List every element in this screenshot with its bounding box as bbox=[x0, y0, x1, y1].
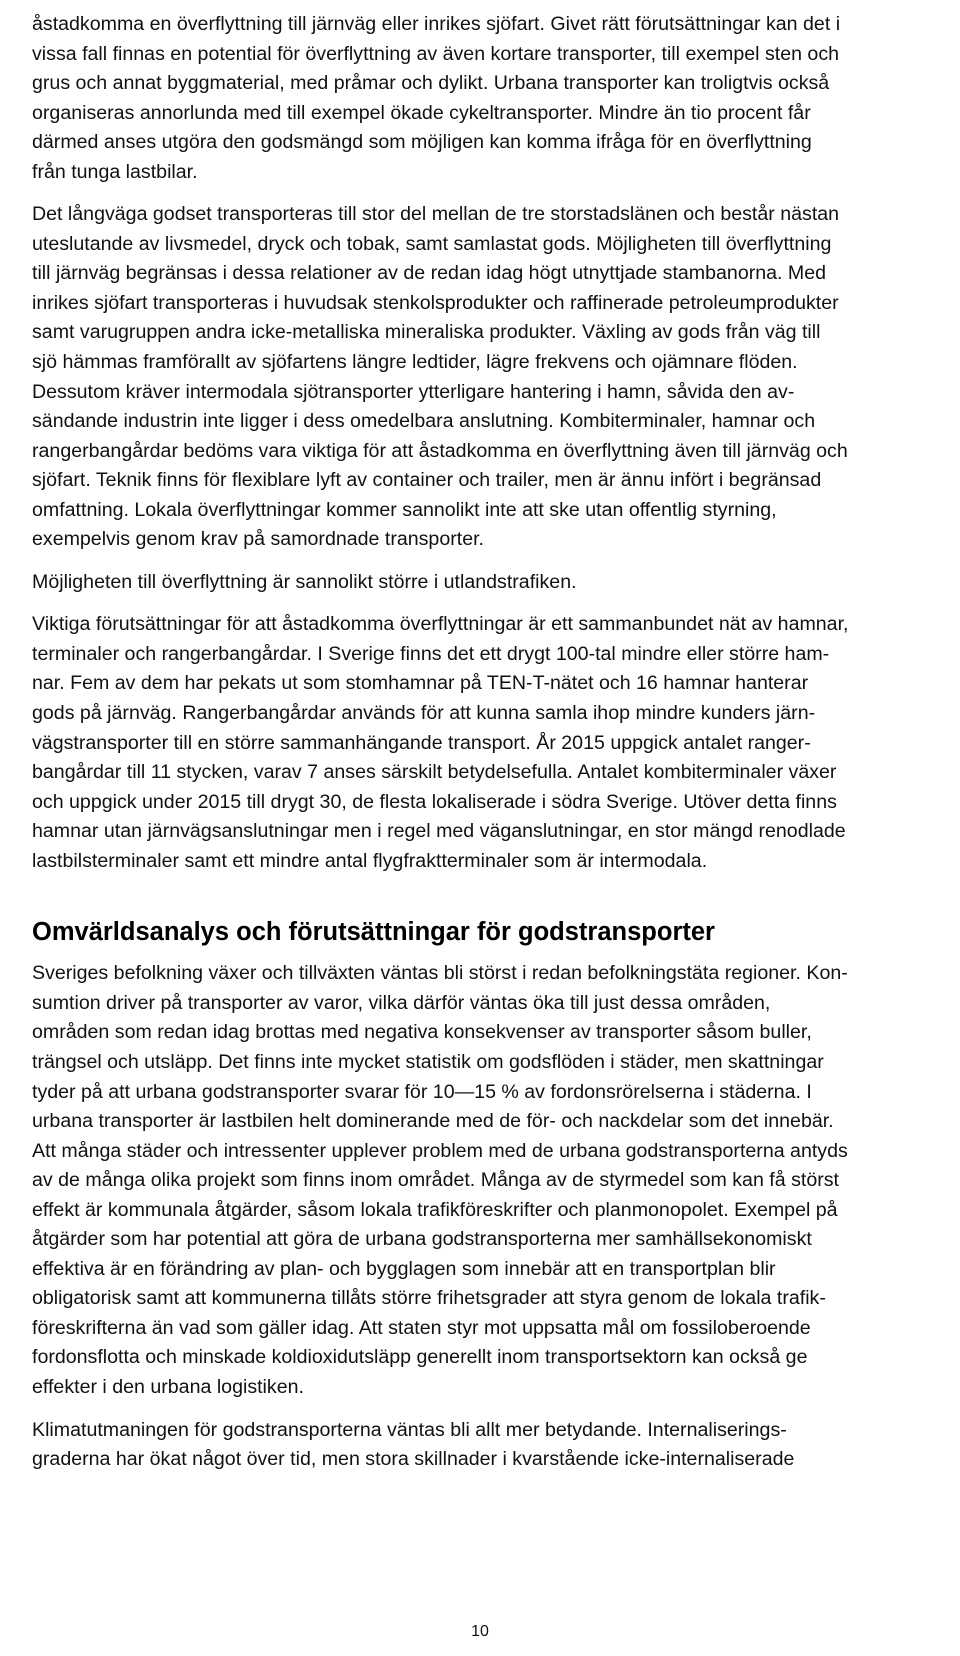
page-number: 10 bbox=[471, 1623, 489, 1640]
text-line: och uppgick under 2015 till drygt 30, de flesta lokaliserade i södra Sverige. Utöver detta finns bbox=[32, 790, 837, 813]
paragraph bbox=[32, 959, 944, 1402]
text-line: terminaler och rangerbangårdar. I Sverige finns det ett drygt 100-tal mindre eller större ham- bbox=[32, 642, 830, 665]
text-line: av de många olika projekt som finns inom området. Många av de styrmedel som kan få störst bbox=[32, 1169, 839, 1192]
text-line: hamnar utan järnvägsanslutningar men i regel med väganslutningar, en stor mängd renodlade bbox=[32, 820, 846, 843]
text-line: sjöfart. Teknik finns för flexiblare lyft av container och trailer, men är ännu infört i begränsad bbox=[32, 469, 822, 492]
text-line: gods på järnväg. Rangerbangårdar används för att kunna samla ihop mindre kunders järn- bbox=[32, 702, 816, 725]
text-line: Möjligheten till överflyttning är sannolikt större i utlandstrafiken. bbox=[32, 570, 577, 593]
text-line: inrikes sjöfart transporteras i huvudsak stenkolsprodukter och raffinerade petroleumprodukter bbox=[32, 291, 839, 314]
text-line: effekt är kommunala åtgärder, såsom lokala trafikföreskrifter och planmonopolet. Exempel på bbox=[32, 1198, 838, 1221]
text-line: bangårdar till 11 stycken, varav 7 anses särskilt betydelsefulla. Antalet kombiterminaler växer bbox=[32, 761, 837, 784]
text-line: organiseras annorlunda med till exempel ökade cykeltransporter. Mindre än tio procent får bbox=[32, 101, 811, 124]
text-line: Viktiga förutsättningar för att åstadkomma överflyttningar är ett sammanbundet nät av hamnar, bbox=[32, 613, 849, 636]
text-line: nar. Fem av dem har pekats ut som stomhamnar på TEN-T-nätet och 16 hamnar hanterar bbox=[32, 672, 809, 695]
text-line: lastbilsterminaler samt ett mindre antal flygfraktterminaler som är intermodala. bbox=[32, 849, 708, 872]
text-line: områden som redan idag brottas med negativa konsekvenser av transporter såsom buller, bbox=[32, 1021, 812, 1044]
text-line: samt varugruppen andra icke-metalliska mineraliska produkter. Växling av gods från väg till bbox=[32, 321, 821, 344]
text-line: urbana transporter är lastbilen helt dominerande med de för- och nackdelar som det innebär. bbox=[32, 1110, 834, 1133]
text-line: obligatorisk samt att kommunerna tillåts större frihetsgrader att styra genom de lokala trafik- bbox=[32, 1287, 826, 1310]
text-line: Det långväga godset transporteras till stor del mellan de tre storstadslänen och består nästan bbox=[32, 203, 840, 226]
document-page bbox=[32, 0, 944, 1475]
paragraph bbox=[32, 568, 944, 598]
paragraph bbox=[32, 200, 944, 555]
text-line: Sveriges befolkning växer och tillväxten väntas bli störst i redan befolkningstäta regioner. Kon- bbox=[32, 962, 848, 985]
text-line: effekter i den urbana logistiken. bbox=[32, 1375, 304, 1398]
text-line: Klimatutmaningen för godstransporterna väntas bli allt mer betydande. Internaliserings- bbox=[32, 1418, 787, 1441]
text-line: trängsel och utsläpp. Det finns inte mycket statistik om godsflöden i städer, men skattningar bbox=[32, 1050, 824, 1073]
text-line: graderna har ökat något över tid, men stora skillnader i kvarstående icke-internaliserade bbox=[32, 1448, 795, 1471]
text-line: vissa fall finnas en potential för överflyttning av även kortare transporter, till exempel sten och bbox=[32, 42, 840, 65]
text-line: uteslutande av livsmedel, dryck och tobak, samt samlastat gods. Möjligheten till överflyttning bbox=[32, 232, 832, 255]
text-line: grus och annat byggmaterial, med pråmar och dylikt. Urbana transporter kan troligtvis också bbox=[32, 72, 830, 95]
paragraph bbox=[32, 1416, 944, 1475]
paragraph bbox=[32, 610, 944, 876]
text-line: vägstransporter till en större sammanhängande transport. År 2015 uppgick antalet ranger- bbox=[32, 731, 811, 754]
text-line: till järnväg begränsas i dessa relationer av de redan idag högt utnyttjade stambanorna. Med bbox=[32, 262, 827, 285]
text-line: därmed anses utgöra den godsmängd som möjligen kan komma ifråga för en överflyttning bbox=[32, 131, 812, 154]
text-line: omfattning. Lokala överflyttningar kommer sannolikt inte att ske utan offentlig styrning, bbox=[32, 498, 777, 521]
text-line: Att många städer och intressenter upplever problem med de urbana godstransporterna antyds bbox=[32, 1139, 848, 1162]
text-line: Dessutom kräver intermodala sjötransporter ytterligare hantering i hamn, såvida den av- bbox=[32, 380, 795, 403]
text-line: sändande industrin inte ligger i dess omedelbara anslutning. Kombiterminaler, hamnar och bbox=[32, 410, 816, 433]
paragraph bbox=[32, 10, 944, 187]
text-line: åstadkomma en överflyttning till järnväg eller inrikes sjöfart. Givet rätt förutsättningar kan det i bbox=[32, 13, 841, 35]
text-line: åtgärder som har potential att göra de urbana godstransporterna mer samhällsekonomiskt bbox=[32, 1228, 812, 1251]
text-line: exempelvis genom krav på samordnade transporter. bbox=[32, 528, 484, 551]
text-line: effektiva är en förändring av plan- och bygglagen som innebär att en transportplan blir bbox=[32, 1257, 776, 1280]
section-heading: Omvärldsanalys och förutsättningar för godstransporter bbox=[32, 918, 715, 947]
text-line: tyder på att urbana godstransporter svarar för 10—15 % av fordonsrörelserna i städerna. I bbox=[32, 1080, 812, 1103]
text-line: föreskrifterna än vad som gäller idag. Att staten styr mot uppsatta mål om fossiloberoende bbox=[32, 1316, 811, 1339]
text-line: från tunga lastbilar. bbox=[32, 160, 198, 183]
text-line: sumtion driver på transporter av varor, vilka därför väntas öka till just dessa områden, bbox=[32, 991, 771, 1014]
text-line: rangerbangårdar bedöms vara viktiga för att åstadkomma en överflyttning även till järnväg och bbox=[32, 439, 848, 462]
text-line: fordonsflotta och minskade koldioxidutsläpp generellt inom transportsektorn kan också ge bbox=[32, 1346, 808, 1369]
text-line: sjö hämmas framförallt av sjöfartens längre ledtider, lägre frekvens och ojämnare flöden. bbox=[32, 351, 798, 374]
